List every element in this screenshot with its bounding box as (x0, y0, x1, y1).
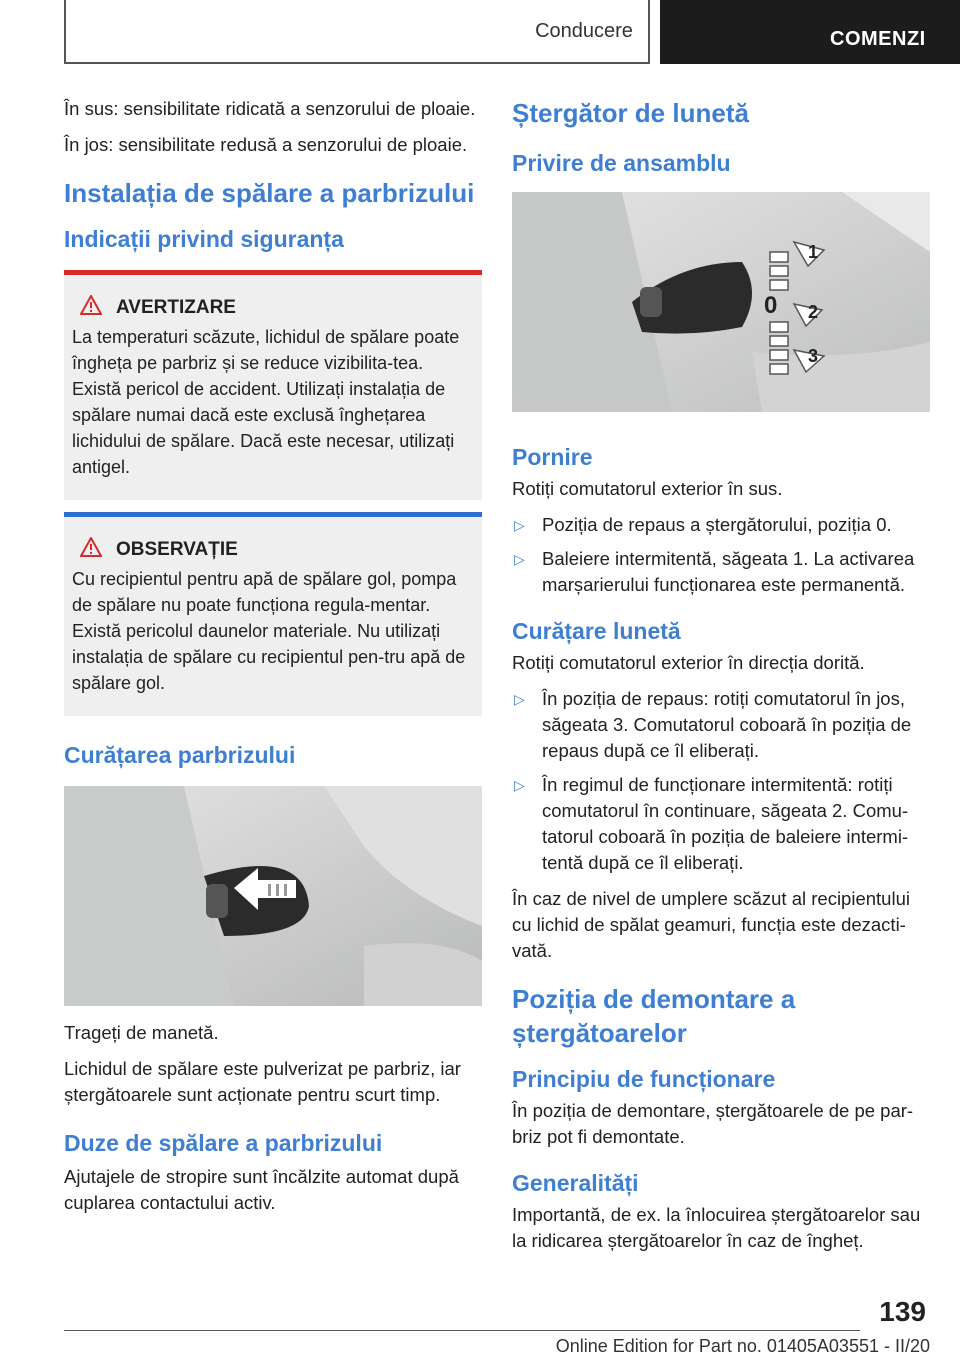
triangle-bullet-icon: ▷ (514, 551, 525, 567)
left-column (64, 96, 482, 1226)
clean-rear-list (512, 686, 930, 876)
diagram-label-1: 1 (808, 242, 819, 262)
note-text: Cu recipientul pentru apă de spălare gol, pompa de spălare nu poate funcționa regula-mentar. Există pericolul daunelor materiale. Nu utilizați instalația de spălare cu recipientul pen-tru apă de spălare gol. (72, 569, 466, 693)
header-chapter-label: COMENZI (830, 28, 926, 50)
note-title: OBSERVAȚIE (116, 538, 238, 560)
header-left-rule (64, 0, 66, 64)
warning-title: AVERTIZARE (116, 296, 236, 318)
principle-text: În poziția de demontare, ștergătoarele de pe par-briz pot fi demontate. (512, 1100, 914, 1147)
header-section-tab (520, 0, 650, 62)
heading-removal-position: Poziția de demontare a ștergătoarelor (512, 984, 796, 1048)
diagram-label-2: 2 (808, 302, 819, 322)
warning-triangle-icon (80, 295, 102, 320)
intro-up-text: În sus: sensibilitate ridicată a senzorului de ploaie. (64, 98, 476, 119)
heading-principle: Principiu de funcționare (512, 1066, 776, 1092)
heading-clean-windshield: Curățarea parbrizului (64, 742, 296, 768)
general-text: Importantă, de ex. la înlocuirea ștergătoarelor sau la ridicarea ștergătoarelor în caz de îngheț. (512, 1204, 921, 1251)
list-item: ▷ Poziția de repaus a ștergătorului, poziția 0. (512, 512, 930, 538)
list-item: ▷ Baleiere intermitentă, săgeata 1. La activarea marșarierului funcționarea este permanentă. (514, 548, 915, 595)
diagram-label-0: 0 (764, 292, 778, 319)
list-item: ▷ În poziția de repaus: rotiți comutatorul în jos, săgeata 3. Comutatorul coboară în poziția de repaus după ce îl eliberați. (514, 688, 912, 761)
footer-edition: Online Edition for Part no. 01405A03551 - II/20 (555, 1336, 930, 1356)
heading-nozzles: Duze de spălare a parbrizului (64, 1130, 383, 1156)
triangle-bullet-icon: ▷ (514, 517, 525, 533)
heading-clean-rear: Curățare lunetă (512, 618, 681, 644)
heading-start: Pornire (512, 444, 593, 470)
wiper-lever-pull-image (64, 786, 482, 1006)
footer-rule (64, 1330, 860, 1331)
triangle-bullet-icon: ▷ (514, 777, 525, 793)
page-number: 139 (879, 1296, 926, 1327)
right-column (512, 96, 930, 1264)
heading-washer-system: Instalația de spălare a parbrizului (64, 178, 475, 208)
list-item: ▷ În regimul de funcționare intermitentă: rotiți comutatorul în continuare, săgeata 2. Comu-tatorul coboară în poziția de baleiere intermi-tentă după ce îl eliberați. (514, 774, 909, 873)
heading-overview: Privire de ansamblu (512, 150, 731, 176)
low-level-text: În caz de nivel de umplere scăzut al recipientului cu lichid de spălat geamuri, funcția este dezacti-vată. (512, 888, 910, 961)
start-text: Rotiți comutatorul exterior în sus. (512, 478, 783, 499)
heading-safety: Indicații privind siguranța (64, 226, 344, 252)
header-section-label: Conducere (535, 19, 633, 42)
triangle-bullet-icon: ▷ (514, 691, 525, 707)
start-list (512, 512, 930, 598)
intro-down-text: În jos: sensibilitate redusă a senzorului de ploaie. (64, 134, 468, 155)
nozzles-text: Ajutajele de stropire sunt încălzite automat după cuplarea contactului activ. (64, 1166, 459, 1213)
clean-rear-text: Rotiți comutatorul exterior în direcția dorită. (512, 652, 865, 673)
rear-wiper-switch-image (512, 192, 930, 412)
heading-general: Generalități (512, 1170, 639, 1196)
spray-text: Lichidul de spălare este pulverizat pe parbriz, iar ștergătoarele sunt acționate pentru scurt timp. (64, 1058, 461, 1105)
diagram-label-3: 3 (808, 346, 819, 366)
heading-rear-wiper: Ștergător de lunetă (512, 98, 749, 128)
note-triangle-icon (80, 537, 102, 562)
note-box (64, 512, 482, 716)
pull-lever-text: Trageți de manetă. (64, 1022, 219, 1043)
warning-box (64, 270, 482, 500)
header-underline (64, 62, 650, 64)
warning-text: La temperaturi scăzute, lichidul de spălare poate îngheța pe parbriz și se reduce vizibilita-tea. Există pericol de accident. Utilizați instalația de spălare numai dacă este exclusă înghețarea lichidului de spălare. Dacă este necesar, utilizați antigel. (72, 327, 460, 477)
